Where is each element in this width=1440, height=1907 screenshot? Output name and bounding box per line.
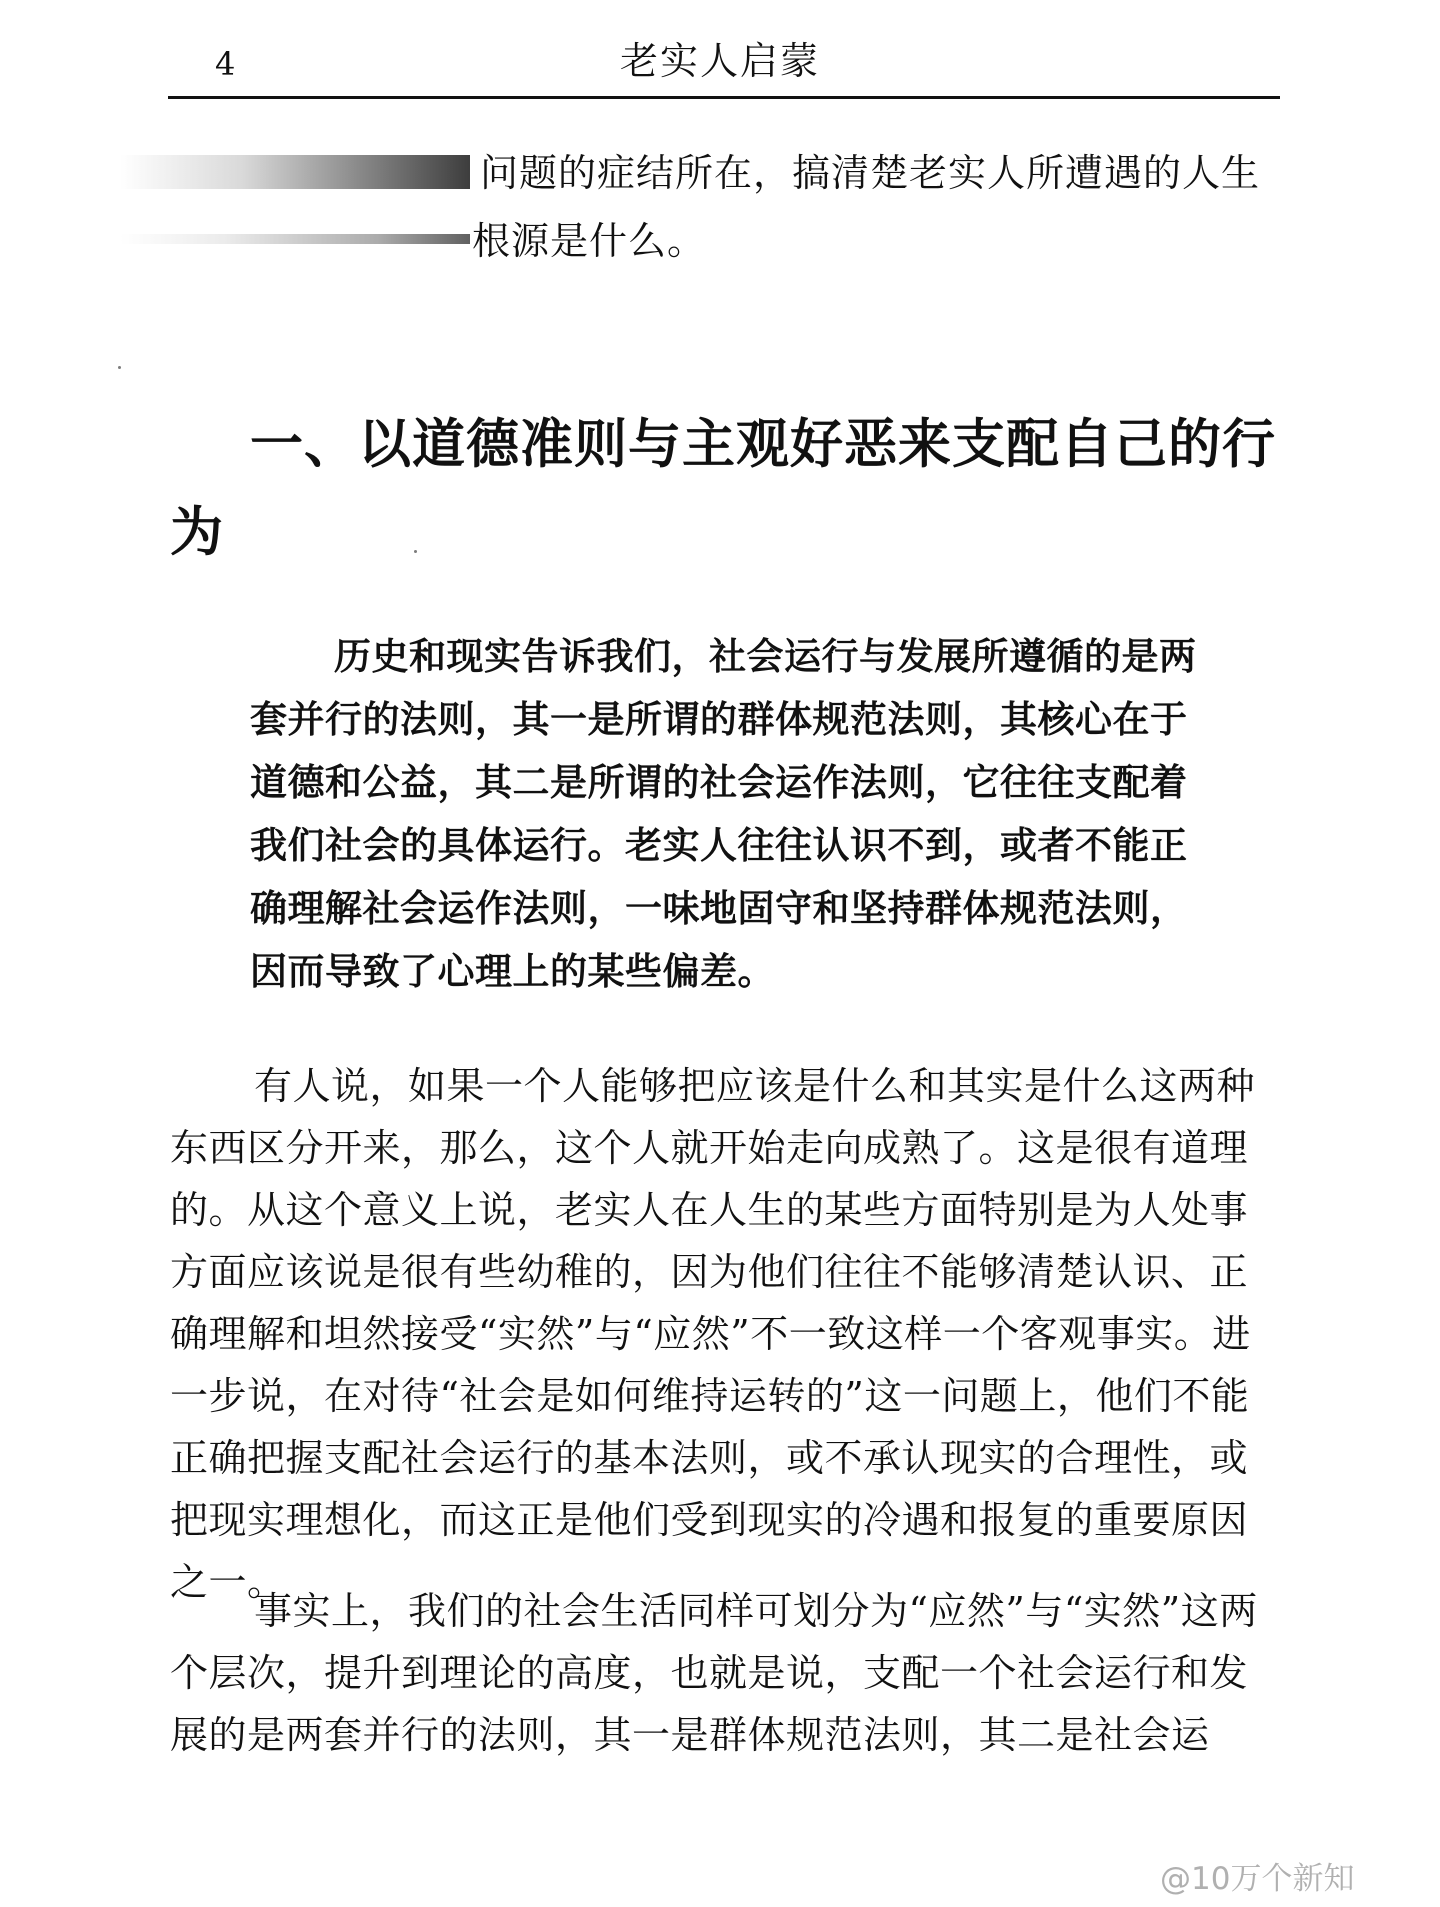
- summary-paragraph: 历史和现实告诉我们，社会运行与发展所遵循的是两套并行的法则，其一是所谓的群体规范法则，其核心在于道德和公益，其二是所谓的社会运作法则，它往往支配着我们社会的具体运行。老实人往往认识不到，或者不能正确理解社会运作法则，一味地固守和坚持群体规范法则，因而导致了心理上的某些偏差。: [250, 635, 1197, 993]
- opening-text-line: 根源是什么。: [472, 219, 707, 263]
- body-paragraph: 有人说，如果一个人能够把应该是什么和其实是什么这两种东西区分开来，那么，这个人就开始走向成熟了。这是很有道理的。从这个意义上说，老实人在人生的某些方面特别是为人处事方面应该说是很有些幼稚的，因为他们往往不能够清楚认识、正确理解和坦然接受“实然”与“应然”不一致这样一个客观事实。进一步说，在对待“社会是如何维持运转的”这一问题上，他们不能正确把握支配社会运行的基本法则，或不承认现实的合理性，或把现实理想化，而这正是他们受到现实的冷遇和报复的重要原因之一。: [170, 1064, 1256, 1604]
- body-paragraph: 事实上，我们的社会生活同样可划分为“应然”与“实然”这两个层次，提升到理论的高度，也就是说，支配一个社会运行和发展的是两套并行的法则，其一是群体规范法则，其二是社会运: [170, 1589, 1258, 1757]
- header-rule: [168, 96, 1280, 99]
- redacted-text-line: [120, 234, 470, 244]
- scan-speck: [118, 366, 121, 369]
- page-number: 4: [215, 45, 237, 83]
- section-heading: 一、以道德准则与主观好恶来支配自己的行为: [170, 413, 1276, 563]
- opening-text-line: 问题的症结所在，搞清楚老实人所遭遇的人生: [480, 151, 1261, 195]
- running-header-title: 老实人启蒙: [620, 39, 821, 83]
- scan-speck: [414, 550, 417, 553]
- redacted-text-block: [120, 155, 470, 189]
- watermark-text: @10万个新知: [1160, 1861, 1355, 1897]
